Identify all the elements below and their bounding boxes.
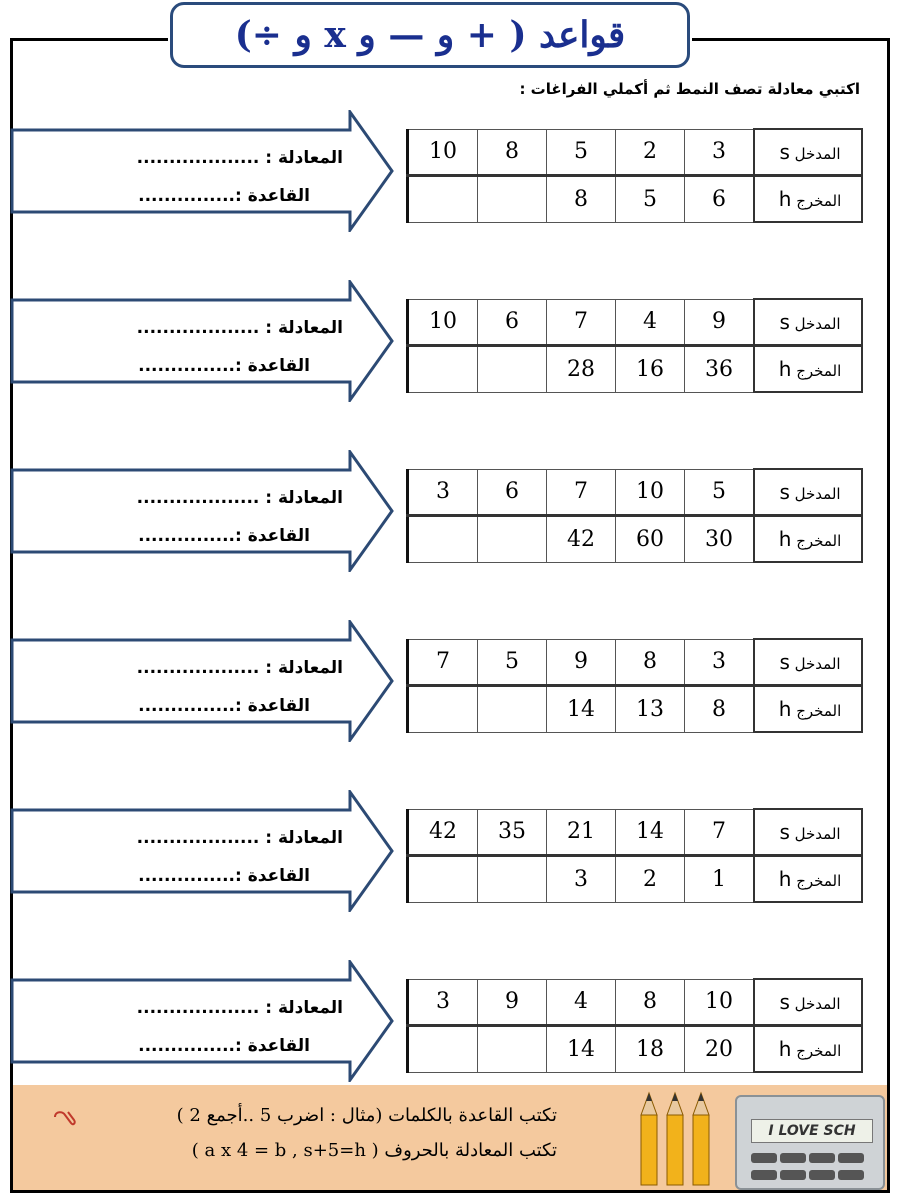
- output-row: [408, 346, 863, 393]
- label-word: المدخل: [794, 995, 841, 1013]
- input-cell: 3: [685, 639, 755, 686]
- label-variable: h: [778, 187, 792, 211]
- input-cell: 6: [478, 469, 547, 516]
- input-cell: 8: [616, 979, 685, 1026]
- output-row: [408, 176, 863, 223]
- input-cell: 7: [685, 809, 755, 856]
- label-word: المخرج: [796, 192, 842, 210]
- input-cell: 6: [478, 299, 547, 346]
- input-cell: 10: [616, 469, 685, 516]
- output-cell: 20: [685, 1026, 755, 1073]
- pattern-row: [0, 280, 900, 402]
- arrow-shape: [10, 960, 395, 1082]
- output-cell: 13: [616, 686, 685, 733]
- input-cell: 10: [408, 129, 478, 176]
- pattern-row: [0, 620, 900, 742]
- label-variable: h: [778, 697, 792, 721]
- arrow-shape: [10, 790, 395, 912]
- input-cell: 9: [547, 639, 616, 686]
- title-box: [170, 2, 690, 68]
- output-label: [754, 856, 862, 903]
- output-cell: 6: [685, 176, 755, 223]
- label-word: المخرج: [796, 702, 842, 720]
- label-variable: s: [779, 820, 790, 844]
- input-cell: 3: [408, 469, 478, 516]
- input-cell: 10: [685, 979, 755, 1026]
- calculator-screen: I LOVE SCH: [751, 1119, 873, 1143]
- equation-blank[interactable]: المعادلة : ...................: [136, 828, 343, 848]
- rule-blank[interactable]: القاعدة :...............: [138, 356, 310, 376]
- paperclip-icon: [53, 1107, 77, 1127]
- label-word: المخرج: [796, 1042, 842, 1060]
- input-label: [754, 809, 862, 856]
- rule-blank[interactable]: القاعدة :...............: [138, 866, 310, 886]
- output-label: [754, 686, 862, 733]
- output-cell[interactable]: [408, 346, 478, 393]
- output-cell: 14: [547, 1026, 616, 1073]
- equation-blank[interactable]: المعادلة : ...................: [136, 998, 343, 1018]
- output-cell[interactable]: [478, 1026, 547, 1073]
- input-cell: 8: [616, 639, 685, 686]
- output-cell: 60: [616, 516, 685, 563]
- label-variable: s: [779, 310, 790, 334]
- input-label: [754, 639, 862, 686]
- label-word: المخرج: [796, 872, 842, 890]
- arrow-shape: [10, 620, 395, 742]
- calculator-keys: [751, 1153, 871, 1183]
- input-row: [408, 809, 863, 856]
- pattern-row: [0, 450, 900, 572]
- output-cell[interactable]: [408, 856, 478, 903]
- page-title: قواعد ( + و — و x و ÷): [234, 14, 626, 56]
- label-variable: s: [779, 480, 790, 504]
- input-cell: 3: [408, 979, 478, 1026]
- input-cell: 8: [478, 129, 547, 176]
- pattern-row: [0, 110, 900, 232]
- input-cell: 4: [616, 299, 685, 346]
- output-cell: 42: [547, 516, 616, 563]
- label-word: المخرج: [796, 362, 842, 380]
- output-cell: 18: [616, 1026, 685, 1073]
- output-cell: 2: [616, 856, 685, 903]
- output-row: [408, 516, 863, 563]
- label-variable: h: [778, 867, 792, 891]
- output-cell: 1: [685, 856, 755, 903]
- output-cell[interactable]: [478, 856, 547, 903]
- output-cell[interactable]: [408, 176, 478, 223]
- output-row: [408, 686, 863, 733]
- output-cell[interactable]: [408, 1026, 478, 1073]
- pattern-row: [0, 790, 900, 912]
- label-variable: s: [779, 140, 790, 164]
- pattern-table: [406, 808, 863, 903]
- output-cell: 28: [547, 346, 616, 393]
- arrow-shape: [10, 450, 395, 572]
- output-cell[interactable]: [408, 686, 478, 733]
- pattern-table: [406, 638, 863, 733]
- output-cell[interactable]: [478, 516, 547, 563]
- output-cell: 8: [547, 176, 616, 223]
- label-variable: s: [779, 650, 790, 674]
- input-cell: 9: [478, 979, 547, 1026]
- output-row: [408, 856, 863, 903]
- calculator-icon: [735, 1095, 885, 1190]
- rule-blank[interactable]: القاعدة :...............: [138, 526, 310, 546]
- input-cell: 5: [478, 639, 547, 686]
- output-cell: 14: [547, 686, 616, 733]
- label-variable: h: [778, 527, 792, 551]
- equation-blank[interactable]: المعادلة : ...................: [136, 148, 343, 168]
- input-cell: 5: [685, 469, 755, 516]
- label-variable: s: [779, 990, 790, 1014]
- input-label: [754, 129, 862, 176]
- footer-equation-note: تكتب المعادلة بالحروف ( a x 4 = b , s+5=h ): [191, 1140, 557, 1161]
- rule-blank[interactable]: القاعدة :...............: [138, 696, 310, 716]
- instruction-text: اكتبي معادلة تصف النمط ثم أكملي الفراغات :: [519, 80, 860, 98]
- input-row: [408, 639, 863, 686]
- input-cell: 9: [685, 299, 755, 346]
- input-cell: 10: [408, 299, 478, 346]
- label-word: المدخل: [794, 655, 841, 673]
- pattern-table: [406, 128, 863, 223]
- label-word: المدخل: [794, 825, 841, 843]
- label-variable: h: [778, 357, 792, 381]
- pattern-table: [406, 298, 863, 393]
- arrow-shape: [10, 110, 395, 232]
- input-label: [754, 979, 862, 1026]
- input-cell: 5: [547, 129, 616, 176]
- input-cell: 2: [616, 129, 685, 176]
- input-cell: 7: [547, 299, 616, 346]
- input-row: [408, 469, 863, 516]
- rule-blank[interactable]: القاعدة :...............: [138, 1036, 310, 1056]
- equation-blank[interactable]: المعادلة : ...................: [136, 488, 343, 508]
- label-variable: h: [778, 1037, 792, 1061]
- pattern-table: [406, 978, 863, 1073]
- input-cell: 14: [616, 809, 685, 856]
- pattern-table: [406, 468, 863, 563]
- output-cell[interactable]: [478, 346, 547, 393]
- input-cell: 4: [547, 979, 616, 1026]
- output-cell: 5: [616, 176, 685, 223]
- input-row: [408, 129, 863, 176]
- pencils-icon: [623, 1085, 733, 1190]
- input-cell: 7: [547, 469, 616, 516]
- output-cell: 16: [616, 346, 685, 393]
- output-cell: 36: [685, 346, 755, 393]
- output-cell: 8: [685, 686, 755, 733]
- equation-blank[interactable]: المعادلة : ...................: [136, 318, 343, 338]
- footer-banner: [13, 1085, 887, 1190]
- output-label: [754, 176, 862, 223]
- input-cell: 35: [478, 809, 547, 856]
- output-cell: 3: [547, 856, 616, 903]
- output-label: [754, 1026, 862, 1073]
- label-word: المخرج: [796, 532, 842, 550]
- input-row: [408, 979, 863, 1026]
- label-word: المدخل: [794, 485, 841, 503]
- output-cell: 30: [685, 516, 755, 563]
- input-cell: 3: [685, 129, 755, 176]
- output-cell[interactable]: [478, 686, 547, 733]
- pattern-row: [0, 960, 900, 1082]
- label-word: المدخل: [794, 145, 841, 163]
- input-label: [754, 469, 862, 516]
- input-cell: 21: [547, 809, 616, 856]
- input-cell: 7: [408, 639, 478, 686]
- input-row: [408, 299, 863, 346]
- label-word: المدخل: [794, 315, 841, 333]
- rule-blank[interactable]: القاعدة :...............: [138, 186, 310, 206]
- input-label: [754, 299, 862, 346]
- output-row: [408, 1026, 863, 1073]
- output-label: [754, 516, 862, 563]
- footer-rule-note: تكتب القاعدة بالكلمات (مثال : اضرب 5 ..أجمع 2 ): [176, 1105, 557, 1126]
- input-cell: 42: [408, 809, 478, 856]
- equation-blank[interactable]: المعادلة : ...................: [136, 658, 343, 678]
- arrow-shape: [10, 280, 395, 402]
- output-cell[interactable]: [408, 516, 478, 563]
- output-label: [754, 346, 862, 393]
- output-cell[interactable]: [478, 176, 547, 223]
